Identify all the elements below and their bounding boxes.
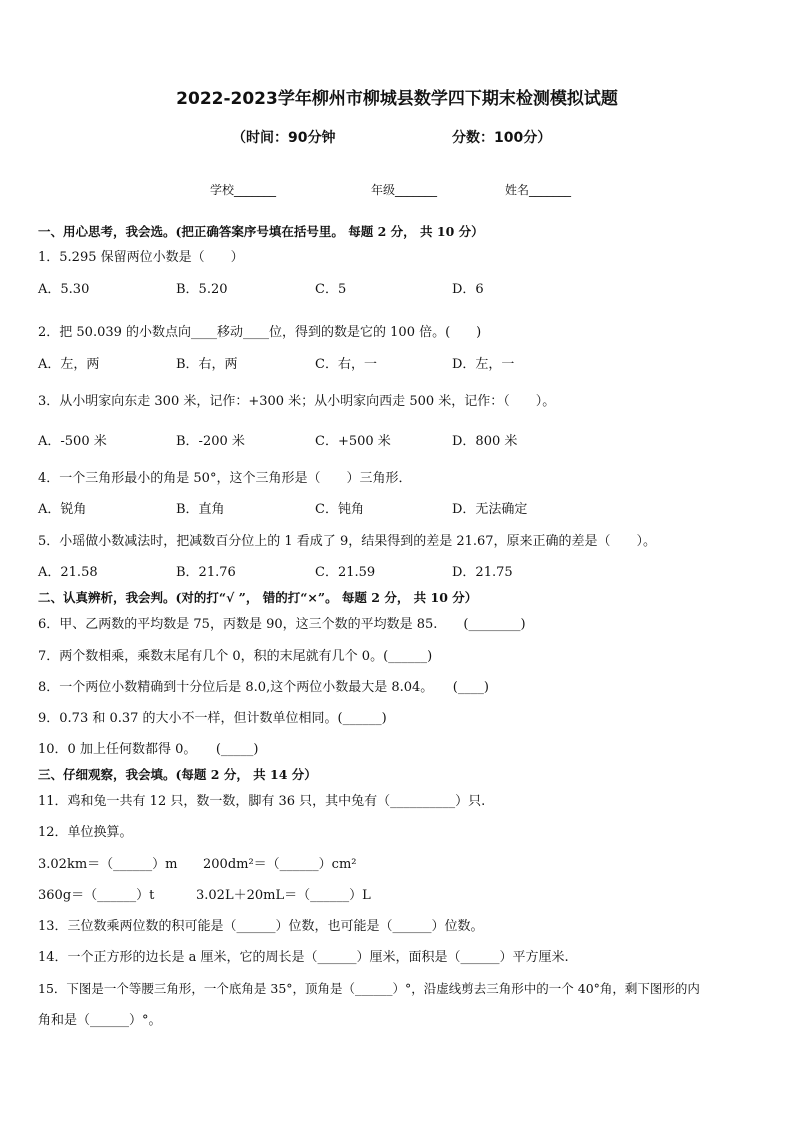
- q3-option-d: D．800 米: [452, 434, 518, 449]
- q5-option-a: A．21.58: [38, 565, 98, 580]
- q3-option-b: B．-200 米: [176, 434, 245, 449]
- question-9: 9．0.73 和 0.37 的大小不一样，但计数单位相同。(______): [38, 711, 387, 726]
- q1-option-b: B．5.20: [176, 282, 228, 297]
- q12-conversion-a: 3.02km＝（______）m: [38, 857, 178, 872]
- q1-option-a: A．5.30: [38, 282, 90, 297]
- question-15-line-1: 15．下图是一个等腰三角形，一个底角是 35°，顶角是（______）°，沿虚线剪去三角形中的一个 40°角，剩下图形的内: [38, 981, 700, 996]
- question-15-line-2: 角和是（______）°。: [38, 1013, 162, 1028]
- q2-option-d: D．左，一: [452, 357, 515, 372]
- question-3: 3．从小明家向东走 300 米，记作：+300 米；从小明家向西走 500 米，记作：（ ）。: [38, 394, 556, 409]
- q3-option-c: C．+500 米: [315, 434, 391, 449]
- q2-option-c: C．右，一: [315, 357, 377, 372]
- q1-option-d: D．6: [452, 282, 484, 297]
- q4-option-b: B．直角: [176, 502, 225, 517]
- q1-option-c: C．5: [315, 282, 347, 297]
- question-12: 12．单位换算。: [38, 825, 133, 840]
- name-field: 姓名_______: [505, 183, 572, 197]
- q12-conversion-c: 360g＝（______）t: [38, 888, 155, 903]
- question-13: 13．三位数乘两位数的积可能是（______）位数，也可能是（______）位数。: [38, 919, 484, 934]
- question-14: 14．一个正方形的边长是 a 厘米，它的周长是（______）厘米，面积是（______）平方厘米.: [38, 950, 569, 965]
- question-8: 8．一个两位小数精确到十分位后是 8.0,这个两位小数最大是 8.04。 (____): [38, 680, 489, 695]
- question-6: 6．甲、乙两数的平均数是 75，丙数是 90，这三个数的平均数是 85. (________): [38, 617, 526, 632]
- question-7: 7．两个数相乘，乘数末尾有几个 0，积的末尾就有几个 0。(______): [38, 649, 433, 664]
- question-5: 5．小瑶做小数减法时，把减数百分位上的 1 看成了 9，结果得到的差是 21.67，原来正确的差是（ ）。: [38, 534, 657, 549]
- q5-option-d: D．21.75: [452, 565, 513, 580]
- section-3-title: 三、仔细观察，我会填。(每题 2 分， 共 14 分）: [38, 767, 317, 782]
- q5-option-b: B．21.76: [176, 565, 236, 580]
- question-11: 11．鸡和兔一共有 12 只，数一数，脚有 36 只，其中兔有（__________）只.: [38, 794, 486, 809]
- question-2: 2．把 50.039 的小数点向____移动____位，得到的数是它的 100 倍。( ): [38, 325, 482, 340]
- question-1: 1．5.295 保留两位小数是（ ）: [38, 250, 244, 265]
- q4-option-d: D．无法确定: [452, 502, 528, 517]
- q4-option-c: C．钝角: [315, 502, 364, 517]
- q5-option-c: C．21.59: [315, 565, 376, 580]
- exam-time: （时间：90分钟: [232, 130, 336, 146]
- q2-option-b: B．右，两: [176, 357, 238, 372]
- section-1-title: 一、用心思考，我会选。(把正确答案序号填在括号里。 每题 2 分， 共 10 分）: [38, 224, 484, 239]
- question-10: 10．0 加上任何数都得 0。 (_____): [38, 742, 259, 757]
- exam-score: 分数：100分）: [452, 130, 552, 146]
- q12-conversion-d: 3.02L＋20mL＝（______）L: [196, 888, 371, 903]
- q3-option-a: A．-500 米: [38, 434, 107, 449]
- page-title: 2022-2023学年柳州市柳城县数学四下期末检测模拟试题: [176, 89, 618, 109]
- question-4: 4．一个三角形最小的角是 50°，这个三角形是（ ）三角形．: [38, 471, 412, 486]
- q2-option-a: A．左，两: [38, 357, 100, 372]
- q4-option-a: A．锐角: [38, 502, 87, 517]
- q12-conversion-b: 200dm²＝（______）cm²: [203, 857, 357, 872]
- grade-field: 年级_______: [371, 183, 438, 197]
- school-field: 学校_______: [210, 183, 277, 197]
- section-2-title: 二、认真辨析，我会判。(对的打“√ ”， 错的打“×”。 每题 2 分， 共 10 分）: [38, 590, 478, 605]
